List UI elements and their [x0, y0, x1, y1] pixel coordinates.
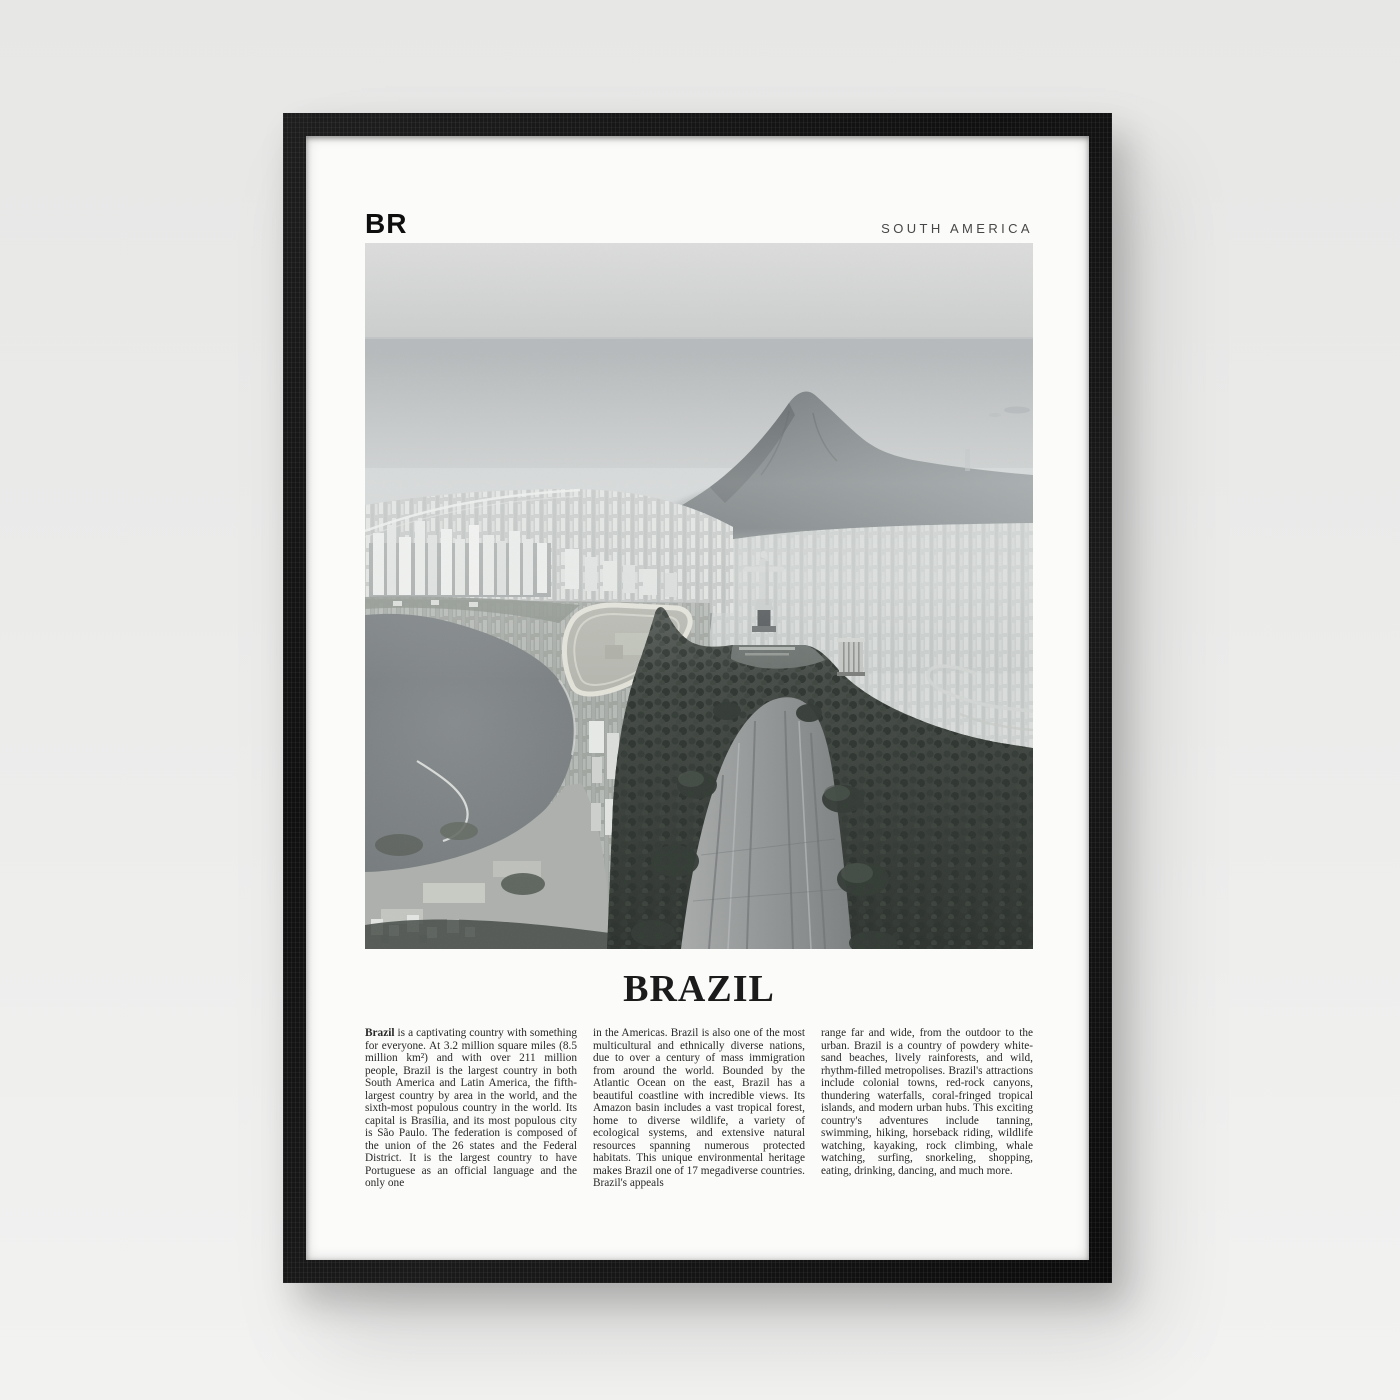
article-column-2: in the Americas. Brazil is also one of the most multicultural and ethnically diverse nations, due to over a century of mass immigration from around the world. Bounded by the Atlantic Ocean on the east, Brazil has a beautiful coastline with incredible views. Its Amazon basin includes a vast tropical forest, home to diverse wildlife, a variety of ecological systems, and extensive natural resources spanning numerous protected habitats. This unique environmental heritage makes Brazil one of 17 megadiverse countries. Brazil's appeals [593, 1027, 805, 1189]
article-column-1-text: is a captivating country with something for everyone. At 3.2 million square miles (8.5 million km²) and with over 211 million people, Brazil is the largest country in both South America and Latin America, the fifth-largest country by area in the world, and the sixth-most populous country in the world. Its capital is Brasília, and its most populous city is São Paulo. The federation is composed of the union of the 26 states and the Federal District. It is the largest country to have Portuguese as an official language and the only one [365, 1027, 577, 1189]
film-grain [365, 243, 1033, 949]
poster-header [365, 202, 1033, 238]
rio-aerial-photo [365, 243, 1033, 949]
poster-matte [306, 136, 1089, 1260]
country-code: BR [365, 208, 408, 239]
rio-photo-illustration [365, 243, 1033, 949]
article-column-3: range far and wide, from the outdoor to the urban. Brazil is a country of powdery white-sand beaches, lively rainforests, and wild, rhythm-filled metropolises. Brazil's attractions include colonial towns, red-rock canyons, thundering waterfalls, coral-fringed tropical islands, and modern urban hubs. This exciting country's adventures include tanning, swimming, hiking, horseback riding, wildlife watching, kayaking, rock climbing, whale watching, surfing, snorkeling, shopping, eating, drinking, dancing, and much more. [821, 1027, 1033, 1177]
region-label: SOUTH AMERICA [881, 221, 1033, 236]
poster-frame [283, 113, 1112, 1283]
article-lead-word: Brazil [365, 1027, 395, 1039]
article-column-1 [365, 1027, 577, 1190]
poster-title: BRAZIL [623, 968, 775, 1010]
article-columns [365, 1027, 1033, 1190]
